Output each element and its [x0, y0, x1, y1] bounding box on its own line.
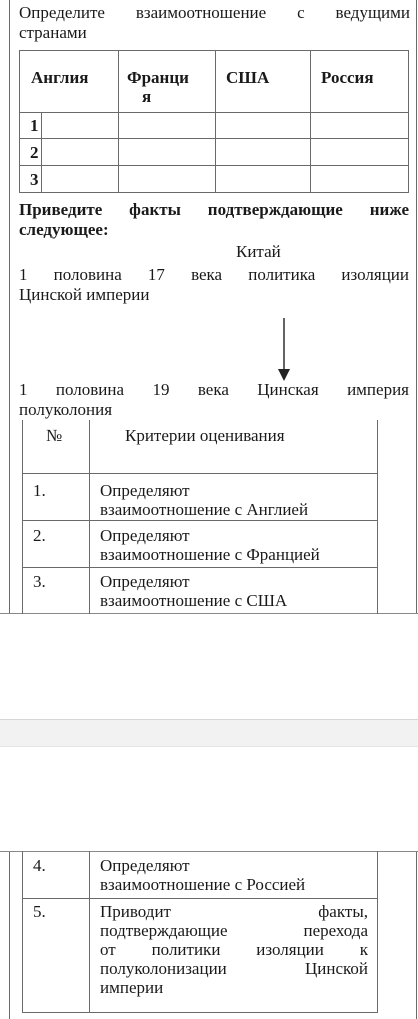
- criteria-word: подтверждающие: [100, 921, 228, 940]
- criteria-item-line: взаимоотношение с Англией: [100, 500, 309, 519]
- fact-1-line2: Цинской империи: [19, 285, 150, 304]
- criteria-item-text: [100, 856, 305, 894]
- table-rule: [41, 112, 42, 192]
- table-rule: [22, 520, 378, 521]
- criteria-word: политики: [151, 940, 221, 959]
- criteria-item-line: Определяют: [100, 856, 190, 875]
- table-rule: [19, 192, 409, 193]
- down-arrow-icon: [277, 318, 291, 382]
- criteria-item-number: 2.: [33, 526, 46, 545]
- col-header-england: Англия: [31, 68, 89, 87]
- criteria-word: полуколонизации: [100, 959, 227, 978]
- table-rule: [215, 50, 216, 192]
- fact-1: [19, 265, 409, 305]
- page-border-left: [9, 851, 10, 1019]
- task1-heading-line2: странами: [19, 23, 87, 42]
- criteria-word: от: [100, 940, 116, 959]
- row-number: 3: [30, 170, 39, 189]
- fact-2-line1: 1 половина 19 века Цинская империя: [19, 380, 409, 399]
- criteria-item-line: [100, 940, 368, 959]
- table-rule: [377, 420, 378, 614]
- criteria-item-number: 4.: [33, 856, 46, 875]
- criteria-item-number: 5.: [33, 902, 46, 921]
- criteria-word: перехода: [303, 921, 368, 940]
- table-rule: [377, 851, 378, 1013]
- criteria-word: империи: [100, 978, 164, 997]
- criteria-item-line: взаимоотношение с Францией: [100, 545, 320, 564]
- table-rule: [408, 50, 409, 192]
- table-rule: [19, 138, 409, 139]
- criteria-item-text: [100, 902, 368, 997]
- table-rule: [22, 898, 378, 899]
- criteria-item-line: [100, 959, 368, 978]
- task2-heading: [19, 200, 409, 240]
- table-rule: [22, 420, 23, 614]
- task2-heading-line2: следующее:: [19, 220, 109, 239]
- criteria-item-text: [100, 481, 308, 519]
- col-header-usa: США: [226, 68, 270, 87]
- table-rule: [19, 165, 409, 166]
- page-border-right: [416, 851, 417, 1019]
- criteria-item-line: [100, 902, 368, 921]
- table-rule: [19, 50, 20, 192]
- table-rule: [310, 50, 311, 192]
- table-rule: [89, 851, 90, 1013]
- task2-heading-line1: Приведите факты подтверждающие ниже: [19, 200, 409, 219]
- page-bottom-rule: [0, 613, 418, 614]
- table-rule: [22, 567, 378, 568]
- table-rule: [22, 1012, 378, 1013]
- row-number: 2: [30, 143, 39, 162]
- criteria-item-line: взаимоотношение с США: [100, 591, 288, 610]
- criteria-item-number: 3.: [33, 572, 46, 591]
- page-border-right: [416, 0, 417, 614]
- criteria-item-line: [100, 921, 368, 940]
- criteria-word: к: [359, 940, 368, 959]
- fact-2-line2: полуколония: [19, 400, 113, 419]
- table-rule: [118, 50, 119, 192]
- col-header-russia: Россия: [321, 68, 374, 87]
- criteria-item-line: [100, 978, 368, 997]
- criteria-item-number: 1.: [33, 481, 46, 500]
- col-header-france-wrap: я: [142, 87, 152, 106]
- criteria-item-line: Определяют: [100, 481, 190, 500]
- page-border-left: [9, 0, 10, 614]
- criteria-item-line: Определяют: [100, 526, 190, 545]
- task1-heading-line1: Определите взаимоотношение с ведущими: [19, 3, 410, 22]
- table-rule: [19, 112, 409, 113]
- fact-1-line1: 1 половина 17 века политика изоляции: [19, 265, 409, 284]
- criteria-item-text: [100, 526, 320, 564]
- criteria-item-line: Определяют: [100, 572, 190, 591]
- criteria-header-title: Критерии оценивания: [125, 426, 285, 445]
- table-rule: [19, 50, 409, 51]
- table-rule: [22, 851, 23, 1013]
- col-header-france: Франци: [127, 68, 189, 87]
- fact-2: [19, 380, 409, 420]
- criteria-word: Цинской: [304, 959, 368, 978]
- criteria-item-line: взаимоотношение с Россией: [100, 875, 306, 894]
- row-number: 1: [30, 116, 39, 135]
- criteria-header-number: №: [46, 426, 63, 445]
- criteria-word: изоляции: [256, 940, 324, 959]
- country-label: Китай: [236, 242, 281, 261]
- page-top-rule: [0, 851, 418, 852]
- task1-heading: [19, 3, 410, 43]
- criteria-item-text: [100, 572, 287, 610]
- page-gap: [0, 719, 418, 747]
- table-rule: [22, 473, 378, 474]
- criteria-word: факты,: [318, 902, 368, 921]
- table-rule: [89, 420, 90, 614]
- criteria-word: Приводит: [100, 902, 171, 921]
